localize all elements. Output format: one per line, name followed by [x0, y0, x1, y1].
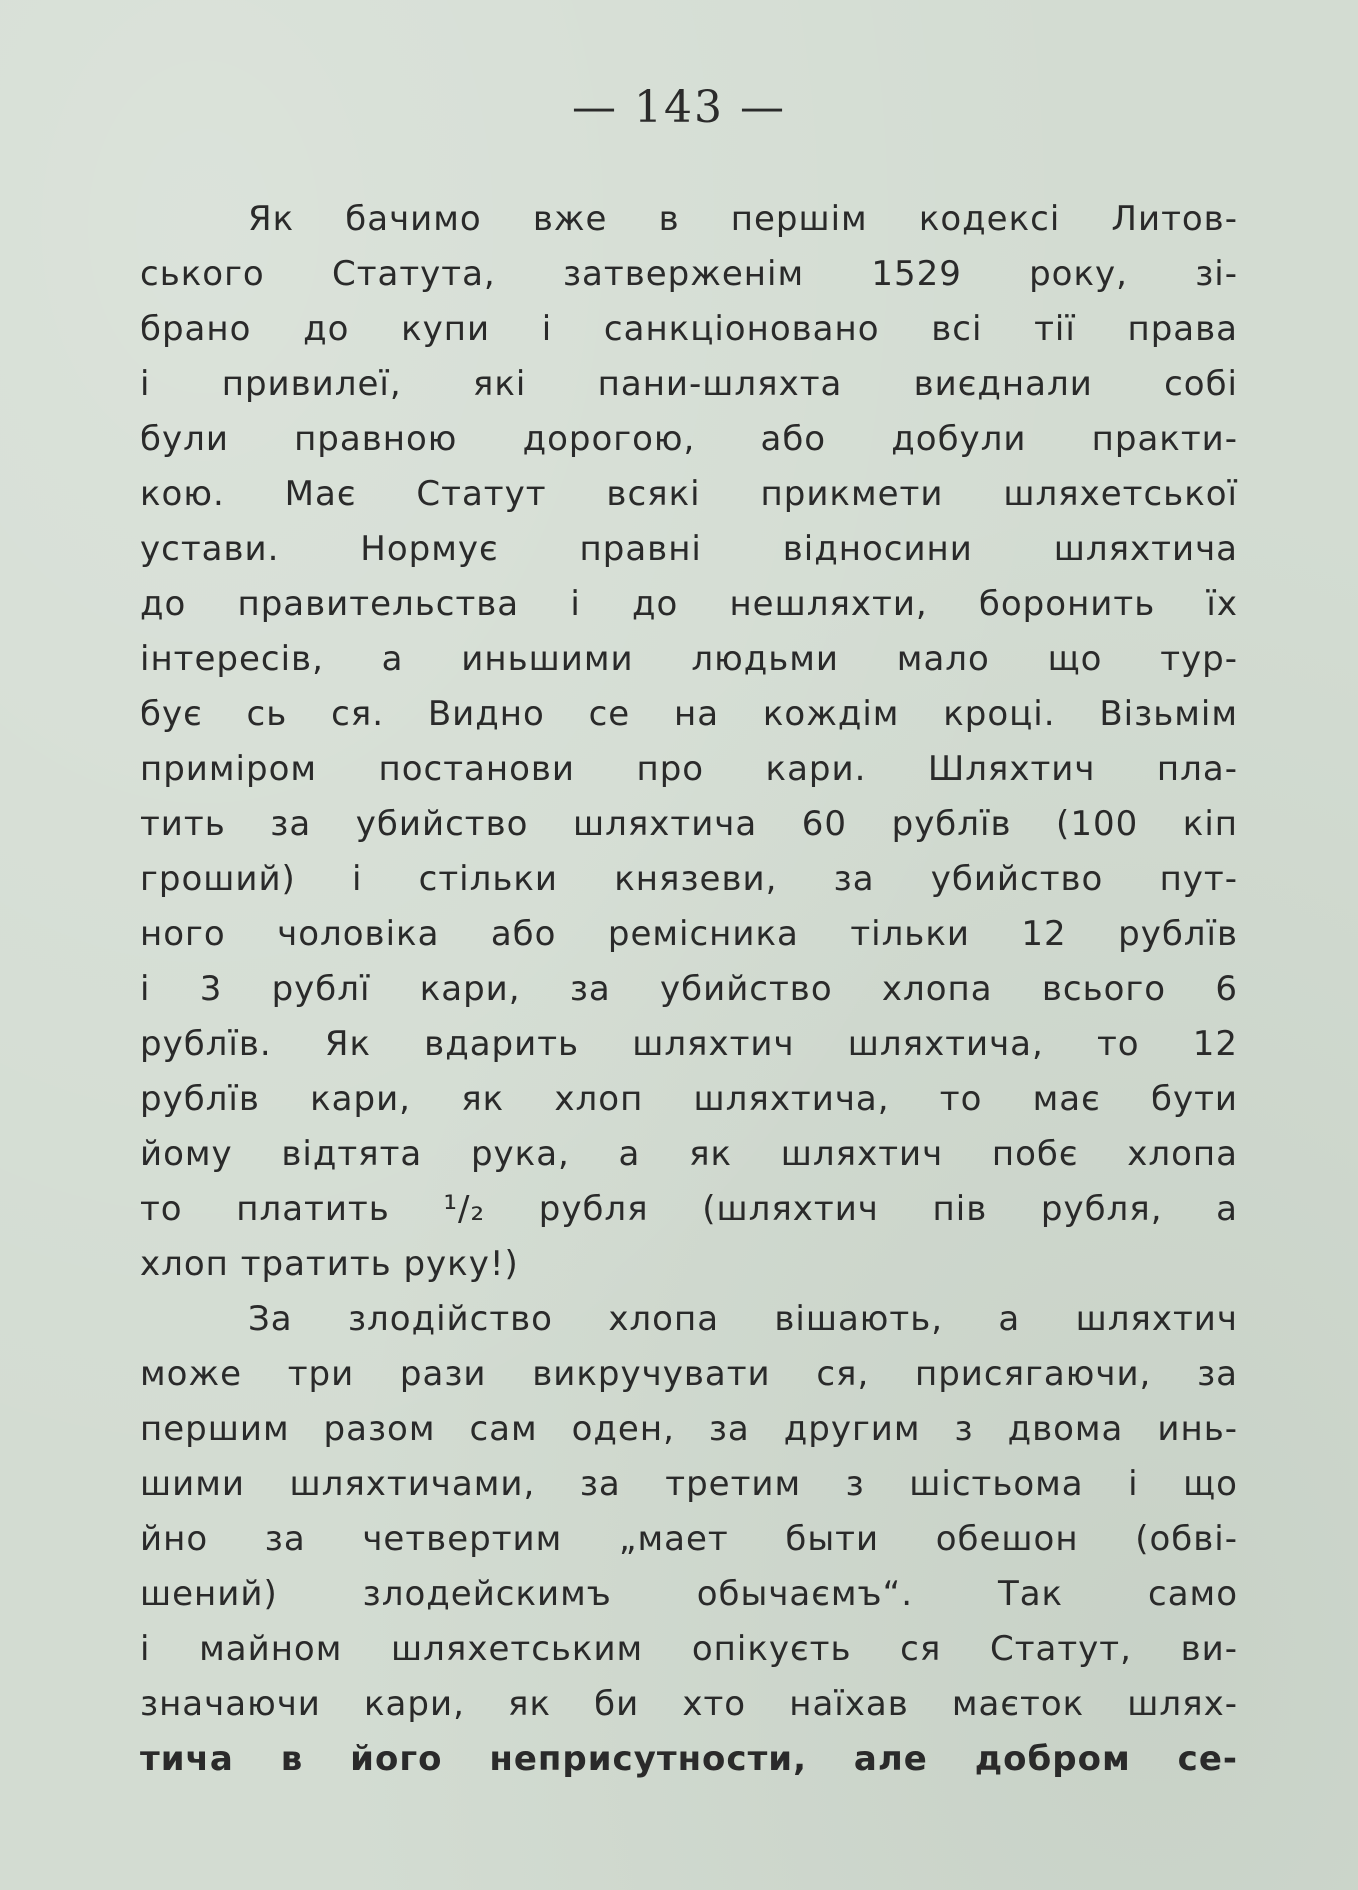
- text-line: Як бачимо вже в першім кодексі Литов-: [248, 199, 1238, 239]
- text-line: і 3 рублї кари, за убийство хлопа всього 6: [140, 969, 1238, 1009]
- text-line: йно за четвертим „мает быти обешон (обві-: [140, 1519, 1238, 1559]
- text-line: рублїв кари, як хлоп шляхтича, то має бути: [140, 1079, 1238, 1119]
- text-line: значаючи кари, як би хто наїхав маєток шлях-: [140, 1684, 1238, 1724]
- text-line: ського Статута, затверженім 1529 року, зі-: [140, 254, 1238, 294]
- text-line: За злодійство хлопа вішають, а шляхтич: [248, 1299, 1238, 1339]
- text-line: шений) злодейскимъ обычаємъ“. Так само: [140, 1574, 1238, 1614]
- text-line: до правительства і до нешляхти, боронить їх: [140, 584, 1238, 624]
- text-line: йому відтята рука, а як шляхтич побє хлопа: [140, 1134, 1238, 1174]
- text-line: приміром постанови про кари. Шляхтич пла-: [140, 749, 1238, 789]
- text-line: першим разом сам оден, за другим з двома инь-: [140, 1409, 1238, 1449]
- text-line: брано до купи і санкціоновано всі тії права: [140, 309, 1238, 349]
- text-line: шими шляхтичами, за третим з шістьома і що: [140, 1464, 1238, 1504]
- text-line: ного чоловіка або ремісника тільки 12 рублїв: [140, 914, 1238, 954]
- text-line: кою. Має Статут всякі прикмети шляхетської: [140, 474, 1238, 514]
- text-line: може три рази викручувати ся, присягаючи, за: [140, 1354, 1238, 1394]
- text-line: і майном шляхетським опікуєть ся Статут, ви-: [140, 1629, 1238, 1669]
- text-line: бує сь ся. Видно се на кождім кроці. Візьмім: [140, 694, 1238, 734]
- page-number: — 143 —: [572, 82, 786, 133]
- text-line: рублїв. Як вдарить шляхтич шляхтича, то 12: [140, 1024, 1238, 1064]
- text-line: то платить ¹/₂ рубля (шляхтич пів рубля, а: [140, 1189, 1238, 1229]
- paragraph-1: [140, 192, 1238, 1292]
- text-line: і привилеї, які пани-шляхта виєднали собі: [140, 364, 1238, 404]
- text-line: хлоп тратить руку!): [140, 1244, 519, 1284]
- page-body: [140, 192, 1238, 1787]
- text-line: устави. Нормує правні відносини шляхтича: [140, 529, 1238, 569]
- text-line: тича в його неприсутности, але добром се-: [140, 1739, 1238, 1779]
- text-line: гроший) і стільки князеви, за убийство пут-: [140, 859, 1238, 899]
- paragraph-2: [140, 1292, 1238, 1787]
- text-line: тить за убийство шляхтича 60 рублїв (100 кіп: [140, 804, 1238, 844]
- text-line: були правною дорогою, або добули практи-: [140, 419, 1238, 459]
- text-line: інтересів, а иньшими людьми мало що тур-: [140, 639, 1238, 679]
